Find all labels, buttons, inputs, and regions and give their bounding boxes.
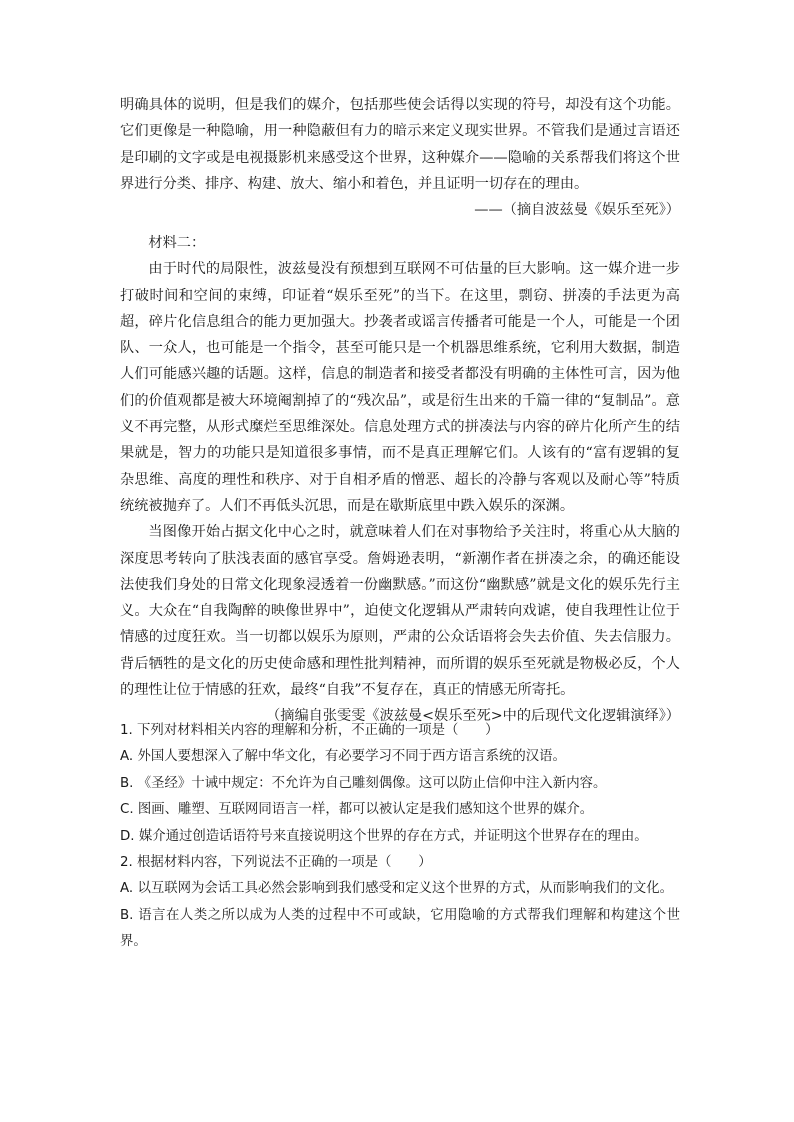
material1-source: ——（摘自波兹曼《娱乐至死》） [474,202,680,219]
question-2-option-a: A. 以互联网为会话工具必然会影响到我们感受和定义这个世界的方式，从而影响我们的文化。 [120,881,674,897]
material1-tail-section [120,92,680,223]
material2-paragraph1: 由于时代的局限性，波兹曼没有预想到互联网不可估量的巨大影响。这一媒介进一步打破时间和空间的束缚，印证着“娱乐至死”的当下。在这里，剽窃、拼凑的手法更为高超，碎片化信息组合的能力更加强大。抄袭者或谣言传播者可能是一个人，可能是一个团队、一众人，也可能是一个指令，甚至可能只是一个机器思维系统，它利用大数据，制造人们可能感兴趣的话题。这样，信息的制造者和接受者都没有明确的主体性可言，因为他们的价值观都是被大环境阉割掉了的“残次品”，或是衍生出来的千篇一律的“复制品”。意义不再完整，从形式糜烂至思维深处。信息处理方式的拼凑法与内容的碎片化所产生的结果就是，智力的功能只是知道很多事情，而不是真正理解它们。人该有的“富有逻辑的复杂思维、高度的理性和秩序、对于自相矛盾的憎恶、超长的冷静与客观以及耐心等”特质统统被抛弃了。人们不再低头沉思，而是在歇斯底里中跌入娱乐的深渊。 [120,261,680,514]
question-1-option-a: A. 外国人要想深入了解中华文化，有必要学习不同于西方语言系统的汉语。 [120,749,566,765]
material1-tail-paragraph: 明确具体的说明，但是我们的媒介，包括那些使会话得以实现的符号，却没有这个功能。它们更像是一种隐喻，用一种隐蔽但有力的暗示来定义现实世界。不管我们是通过言语还是印刷的文字或是电视摄影机来感受这个世界，这种媒介——隐喻的关系帮我们将这个世界进行分类、排序、构建、放大、缩小和着色，并且证明一切存在的理由。 [120,97,680,192]
material2-section [120,230,680,730]
questions-section [120,718,680,956]
material2-source: （摘编自张雯雯《波兹曼<娱乐至死>中的后现代文化逻辑演绎》） [266,708,680,725]
question-1-stem: 1. 下列对材料相关内容的理解和分析，不正确的一项是（ ） [120,723,499,738]
question-2-stem: 2. 根据材料内容，下列说法不正确的一项是（ ） [120,855,432,871]
question-1-option-c: C. 图画、雕塑、互联网同语言一样，都可以被认定是我们感知这个世界的媒介。 [120,802,594,818]
question-1-option-d: D. 媒介通过创造话语符号来直接说明这个世界的存在方式，并证明这个世界存在的理由。 [120,828,648,844]
material2-heading: 材料二： [148,235,206,251]
question-2-option-b: B. 语言在人类之所以成为人类的过程中不可或缺，它用隐喻的方式帮我们理解和构建这个世界。 [120,907,680,950]
question-1-option-b: B. 《圣经》十诫中规定：不允许为自己雕刻偶像。这可以防止信仰中注入新内容。 [120,775,607,791]
material2-paragraph2: 当图像开始占据文化中心之时，就意味着人们在对事物给予关注时，将重心从大脑的深度思考转向了肤浅表面的感官享受。詹姆逊表明，“新潮作者在拼凑之余，的确还能设法使我们身处的日常文化现象浸透着一份幽默感。”而这份“幽默感”就是文化的娱乐先行主义。大众在“自我陶醉的映像世界中”，迫使文化逻辑从严肃转向戏谑，使自我理性让位于情感的过度狂欢。当一切都以娱乐为原则，严肃的公众话语将会失去价值、失去信服力。背后牺牲的是文化的历史使命感和理性批判精神，而所谓的娱乐至死就是物极必反，个人的理性让位于情感的狂欢，最终“自我”不复存在，真正的情感无所寄托。 [120,524,680,699]
